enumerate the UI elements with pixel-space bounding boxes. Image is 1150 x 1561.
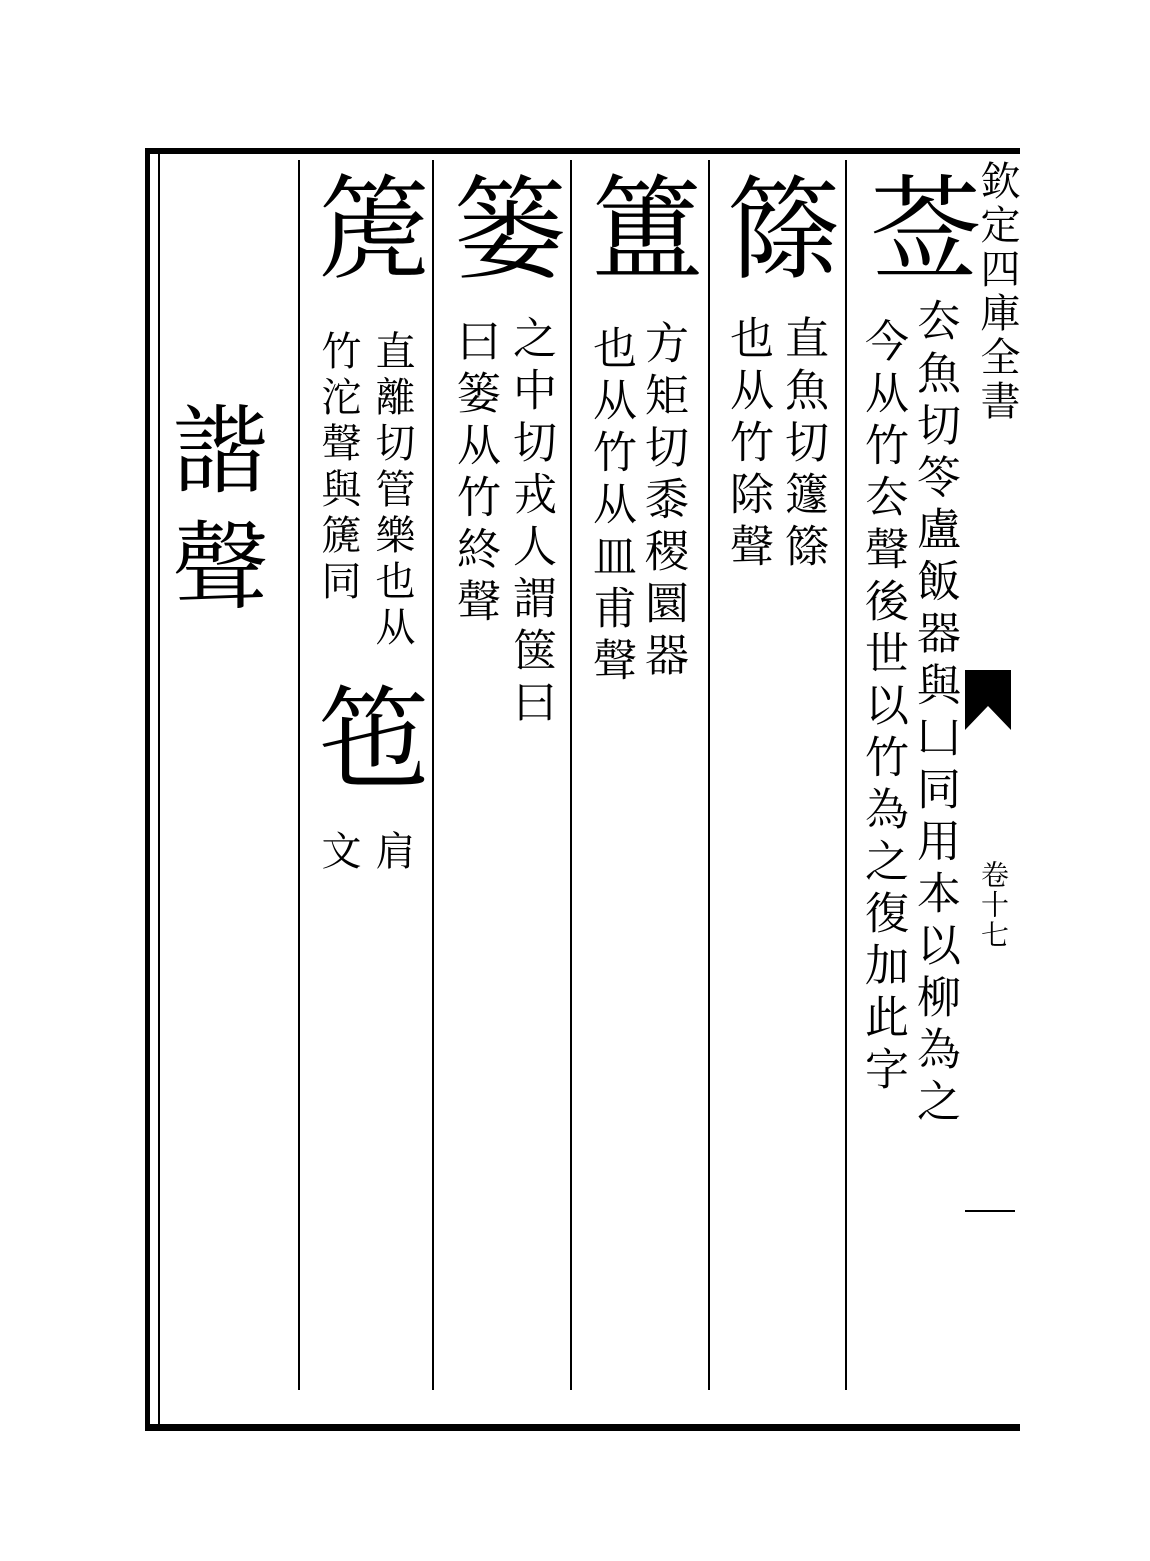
entry-gloss-line: 厺魚切笭盧飯器與凵同用本以柳為之 <box>909 298 960 1130</box>
volume-label: 卷十七 <box>977 860 1010 950</box>
fish-tail-mark <box>965 670 1011 730</box>
column-rule <box>432 160 434 1390</box>
margin-rule <box>965 1210 1015 1212</box>
margin-strip <box>965 160 1020 1410</box>
margin-book-title: 欽定四庫全書 <box>974 160 1020 424</box>
seal-character: 箎 <box>299 170 429 282</box>
column-rule <box>570 160 572 1390</box>
seal-character: 篨 <box>709 170 839 282</box>
entry-gloss-line: 直離切管樂也从 <box>369 330 415 652</box>
entry-gloss-line: 也从竹从皿甫聲 <box>585 325 636 689</box>
entry-gloss-line: 今从竹厺聲後世以竹為之復加此字 <box>857 318 908 1098</box>
column-rule <box>845 160 847 1390</box>
entry-gloss-line: 也从竹除聲 <box>722 315 773 575</box>
seal-character: 篓 <box>436 170 566 282</box>
variant-note: 肩 <box>369 830 415 876</box>
variant-seal-character: 竾 <box>299 680 429 792</box>
column-rule <box>708 160 710 1390</box>
entry-gloss-line: 竹沱聲與篪同 <box>315 330 361 606</box>
seal-character: 簠 <box>573 170 703 282</box>
entry-gloss-line: 方矩切黍稷圜器 <box>637 320 688 684</box>
section-heading: 諧聲 <box>157 400 269 632</box>
entry-gloss-line: 之中切戎人謂箧曰 <box>505 315 556 731</box>
seal-character: 莶 <box>851 170 981 282</box>
variant-note: 文 <box>315 830 361 876</box>
frame-inner-rule <box>158 154 160 1424</box>
entry-gloss-line: 直魚切籧篨 <box>777 315 828 575</box>
entry-gloss-line: 曰篓从竹終聲 <box>449 318 500 630</box>
